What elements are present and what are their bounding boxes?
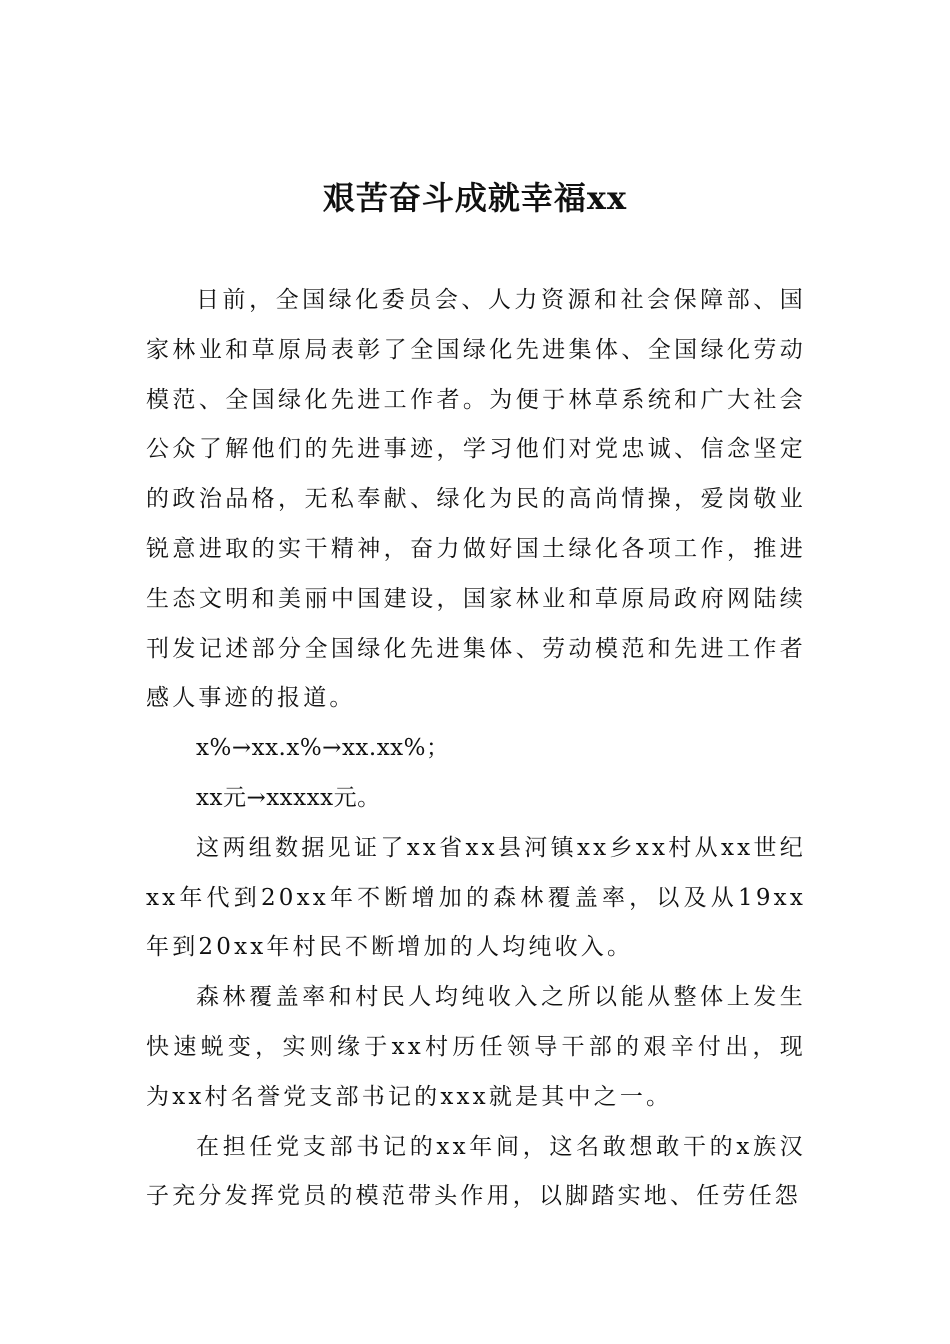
paragraph-change-reason: 森林覆盖率和村民人均纯收入之所以能从整体上发生快速蜕变，实则缘于xx村历任领导干部的艰辛付出，现为xx村名誉党支部书记的xxx就是其中之一。 [146,984,806,1110]
paragraph-coverage-formula: x%→xx.x%→xx.xx%； [196,735,450,762]
document-body [146,276,806,1222]
paragraph-secretary: 在担任党支部书记的xx年间，这名敢想敢干的x族汉子充分发挥党员的模范带头作用，以脚踏实地、任劳任怨 [146,1133,806,1210]
paragraph-intro: 日前，全国绿化委员会、人力资源和社会保障部、国家林业和草原局表彰了全国绿化先进集体、全国绿化劳动模范、全国绿化先进工作者。为便于林草系统和广大社会公众了解他们的先进事迹，学习他们对党忠诚、信念坚定的政治品格，无私奉献、绿化为民的高尚情操，爱岗敬业锐意进取的实干精神，奋力做好国土绿化各项工作，推进生态文明和美丽中国建设，国家林业和草原局政府网陆续刊发记述部分全国绿化先进集体、劳动模范和先进工作者感人事迹的报道。 [146,287,806,712]
paragraph-income-formula: xx元→xxxxx元。 [196,784,381,811]
document-title: 艰苦奋斗成就幸福xx [322,179,628,217]
paragraph-data-explanation: 这两组数据见证了xx省xx县河镇xx乡xx村从xx世纪xx年代到20xx年不断增加的森林覆盖率，以及从19xx年到20xx年村民不断增加的人均纯收入。 [146,834,806,961]
